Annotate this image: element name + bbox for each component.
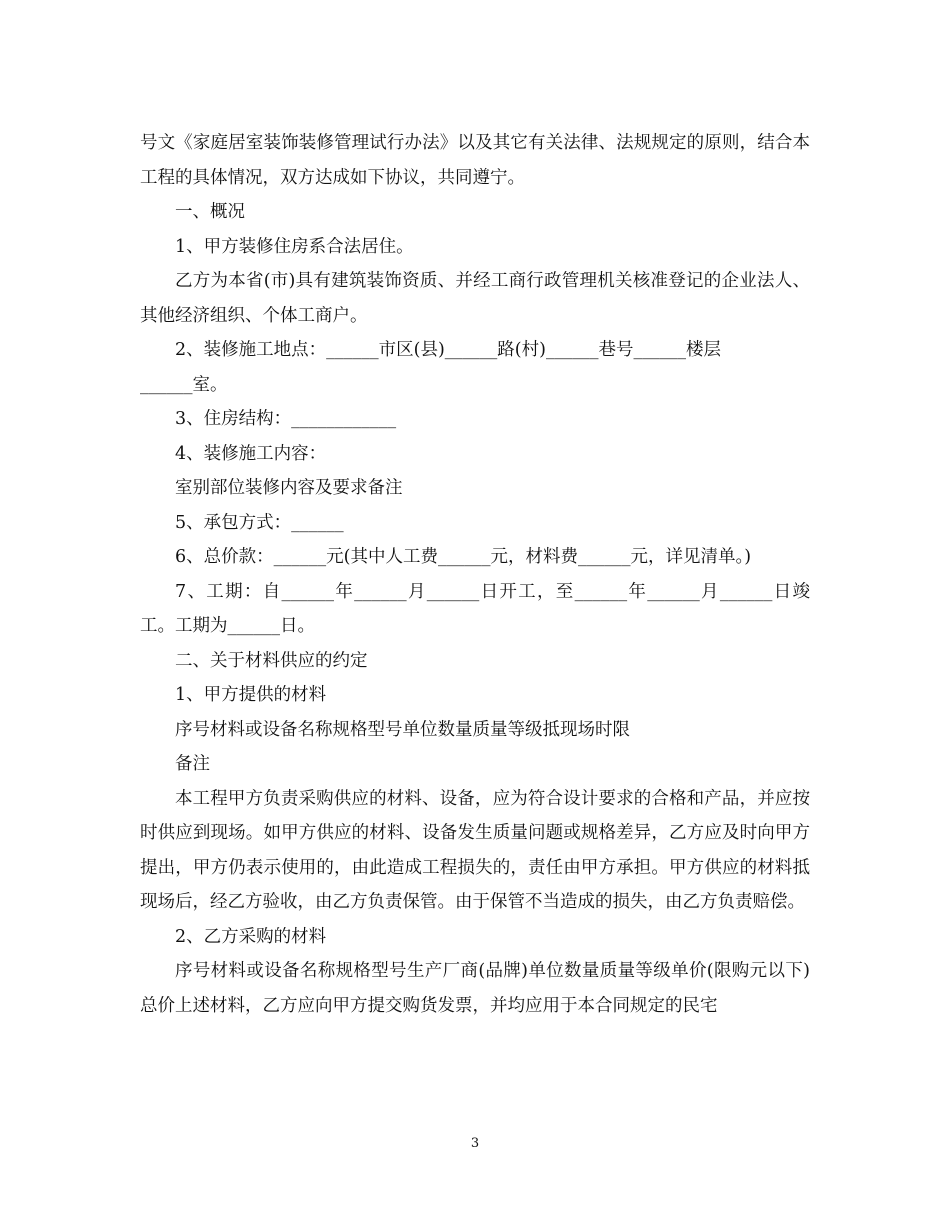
paragraph-party-b-materials: 2、乙方采购的材料 bbox=[175, 926, 327, 947]
paragraph-party-b: 乙方为本省(市)具有建筑装饰资质、并经工商行政管理机关核准登记的企业法人、其他经济组织、个体工商户。 bbox=[140, 271, 810, 326]
paragraph-structure: 3、住房结构：____________ bbox=[175, 409, 397, 429]
paragraph-location: 2、装修施工地点：______市区(县)______路(村)______巷号______楼层 ______室。 bbox=[140, 340, 721, 395]
paragraph-party-a-materials: 1、甲方提供的材料 bbox=[175, 685, 327, 705]
paragraph-intro: 号文《家庭居室装饰装修管理试行办法》以及其它有关法律、法规规定的原则，结合本工程的具体情况，双方达成如下协议，共同遵宁。 bbox=[140, 133, 810, 188]
paragraph-schedule: 7、工期：自______年______月______日开工，至______年______月______日竣工。工期为______日。 bbox=[140, 581, 810, 636]
paragraph-contract-method: 5、承包方式：______ bbox=[175, 512, 344, 533]
section-heading-materials: 二、关于材料供应的约定 bbox=[175, 650, 368, 671]
paragraph-room-table-header: 室别部位装修内容及要求备注 bbox=[175, 478, 403, 498]
paragraph-party-a-responsibility: 本工程甲方负责采购供应的材料、设备，应为符合设计要求的合格和产品，并应按时供应到现场。如甲方供应的材料、设备发生质量问题或规格差异，乙方应及时向甲方提出，甲方仍表示使用的，由此造成工程损失的，责任由甲方承担。甲方供应的材料抵现场后，经乙方验收，由乙方负责保管。由于保管不当造成的损失，由乙方负责赔偿。 bbox=[140, 788, 810, 912]
document-body bbox=[140, 126, 810, 1023]
paragraph-remarks: 备注 bbox=[175, 754, 210, 774]
paragraph-party-a-table-header: 序号材料或设备名称规格型号单位数量质量等级抵现场时限 bbox=[175, 719, 630, 740]
section-heading-overview: 一、概况 bbox=[175, 202, 245, 222]
paragraph-content: 4、装修施工内容： bbox=[175, 443, 327, 464]
paragraph-housing: 1、甲方装修住房系合法居住。 bbox=[175, 236, 414, 257]
page-number: 3 bbox=[470, 1136, 480, 1151]
paragraph-total-price: 6、总价款：______元(其中人工费______元，材料费______元，详见清单。) bbox=[175, 547, 752, 567]
paragraph-party-b-table-header: 序号材料或设备名称规格型号生产厂商(品牌)单位数量质量等级单价(限购元以下)总价上述材料，乙方应向甲方提交购货发票，并均应用于本合同规定的民宅 bbox=[140, 961, 810, 1016]
